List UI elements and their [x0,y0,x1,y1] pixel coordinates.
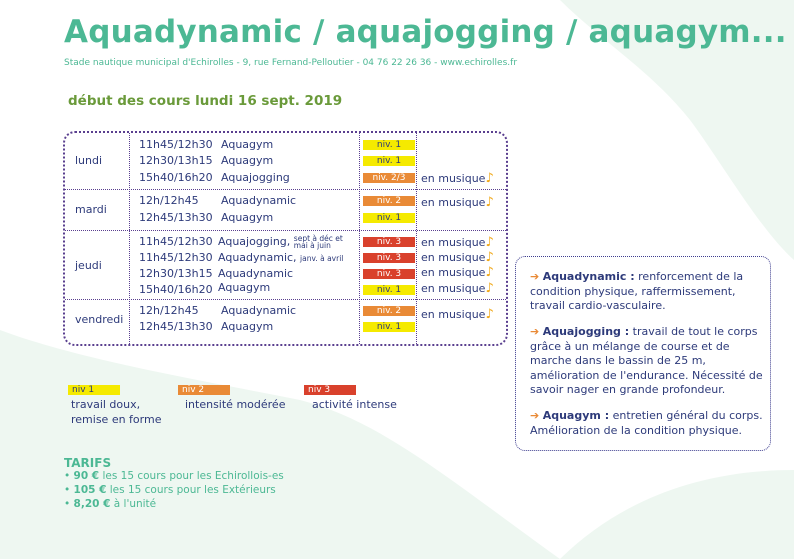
legend-niv1-desc [71,397,161,427]
desc-name: Aquadynamic : [542,270,635,283]
page-title: Aquadynamic / aquajogging / aquagym... [64,14,787,50]
tarif-item: • 8,20 € à l'unité [64,498,157,510]
tarif-item: • 90 € les 15 cours pour les Echirollois-es [64,470,284,482]
music-tag [421,307,494,322]
desc-text: renforcement de la condition physique, raffermissement, travail cardio-vasculaire. [530,270,744,312]
column-divider [416,133,417,344]
course-cell [218,251,343,264]
course-cell: Aquadynamic [218,267,294,280]
legend-niv1-swatch: niv 1 [68,385,120,395]
desc-aquajogging [530,325,764,398]
level-badge: niv. 2/3 [363,173,415,183]
time-cell: 12h30/13h15 [139,154,213,167]
music-note-icon: ♪ [485,195,494,210]
time-cell: 15h40/16h20 [139,171,213,184]
tarif-desc: à l'unité [113,498,157,510]
music-text: en musique [421,196,486,209]
level-badge: niv. 3 [363,269,415,279]
legend-niv2-swatch: niv 2 [178,385,230,395]
time-cell: 12h45/13h30 [139,320,213,333]
music-text: en musique [421,236,486,249]
music-note-icon: ♪ [485,265,494,280]
music-note-icon: ♪ [485,171,494,186]
music-text: en musique [421,266,486,279]
music-note-icon: ♪ [485,281,494,296]
schedule-table [63,131,508,346]
course-cell: Aquagym [218,281,271,294]
music-text: en musique [421,251,486,264]
level-badge: niv. 1 [363,140,415,150]
tarif-price: 8,20 € [73,498,111,510]
music-tag [421,171,494,186]
row-divider [65,230,506,231]
course-cell [218,235,352,249]
column-divider [359,133,360,344]
course-cell: Aquagym [221,211,274,224]
venue-address: Stade nautique municipal d'Echirolles - 9, rue Fernand-Pelloutier - 04 76 22 26 36 - www.echirolles.fr [64,58,518,68]
day-vendredi: vendredi [75,313,124,326]
tarif-desc: les 15 cours pour les Echirollois-es [102,470,284,482]
level-badge: niv. 3 [363,237,415,247]
desc-aquagym [530,409,764,438]
music-tag [421,281,494,296]
time-cell: 12h/12h45 [139,194,199,207]
desc-name: Aquagym : [542,409,610,422]
course-cell: Aquadynamic [221,304,297,317]
tarif-item: • 105 € les 15 cours pour les Extérieurs [64,484,276,496]
course-cell: Aquagym [221,320,274,333]
music-note-icon: ♪ [485,307,494,322]
level-badge: niv. 1 [363,285,415,295]
time-cell: 12h45/13h30 [139,211,213,224]
legend-niv1-line1: travail doux, [71,398,141,411]
time-cell: 11h45/12h30 [139,235,213,248]
course-cell: Aquadynamic [221,194,297,207]
level-badge: niv. 2 [363,306,415,316]
tarif-desc: les 15 cours pour les Extérieurs [109,484,276,496]
course-period-note: sept à déc et mai à juin [293,234,343,250]
start-date: début des cours lundi 16 sept. 2019 [68,93,343,109]
music-tag [421,195,494,210]
day-jeudi: jeudi [75,259,102,272]
music-text: en musique [421,172,486,185]
course-cell: Aquajogging [221,171,290,184]
desc-text: entretien général du corps. Amélioration de la condition physique. [530,409,763,437]
time-cell: 11h45/12h30 [139,251,213,264]
tarif-price: 105 € [73,484,107,496]
music-tag [421,265,494,280]
legend-niv2-desc: intensité modérée [185,398,286,411]
desc-aquadynamic [530,270,764,314]
legend-niv3-desc: activité intense [312,398,397,411]
arrow-right-icon: ➔ [530,325,540,338]
time-cell: 15h40/16h20 [139,283,213,296]
music-note-icon: ♪ [485,250,494,265]
music-tag [421,235,494,250]
music-note-icon: ♪ [485,235,494,250]
course-cell: Aquagym [221,138,274,151]
desc-text: travail de tout le corps grâce à un mélange de course et de marche dans le bassin de 25 m, amélioration de l'endurance. Nécessité de savoir nager en grande profondeur. [530,325,763,396]
row-divider [65,189,506,190]
level-badge: niv. 2 [363,196,415,206]
desc-name: Aquajogging : [542,325,630,338]
time-cell: 11h45/12h30 [139,138,213,151]
course-period-note: janv. à avril [300,253,344,263]
time-cell: 12h30/13h15 [139,267,213,280]
course-descriptions-box [515,256,771,451]
level-badge: niv. 1 [363,322,415,332]
tarifs-title: TARIFS [64,456,112,470]
course-cell: Aquagym [221,154,274,167]
music-tag [421,250,494,265]
arrow-right-icon: ➔ [530,270,540,283]
level-badge: niv. 1 [363,213,415,223]
level-badge: niv. 3 [363,253,415,263]
music-text: en musique [421,308,486,321]
day-lundi: lundi [75,154,103,167]
row-divider [65,299,506,300]
music-text: en musique [421,282,486,295]
day-mardi: mardi [75,203,107,216]
course-name: Aquadynamic, [218,251,297,264]
legend-niv1-line2: remise en forme [71,413,162,426]
arrow-right-icon: ➔ [530,409,540,422]
time-cell: 12h/12h45 [139,304,199,317]
legend-niv3-swatch: niv 3 [304,385,356,395]
tarif-price: 90 € [73,470,100,482]
level-badge: niv. 1 [363,156,415,166]
course-name: Aquajogging, [218,235,291,248]
column-divider [129,133,130,344]
